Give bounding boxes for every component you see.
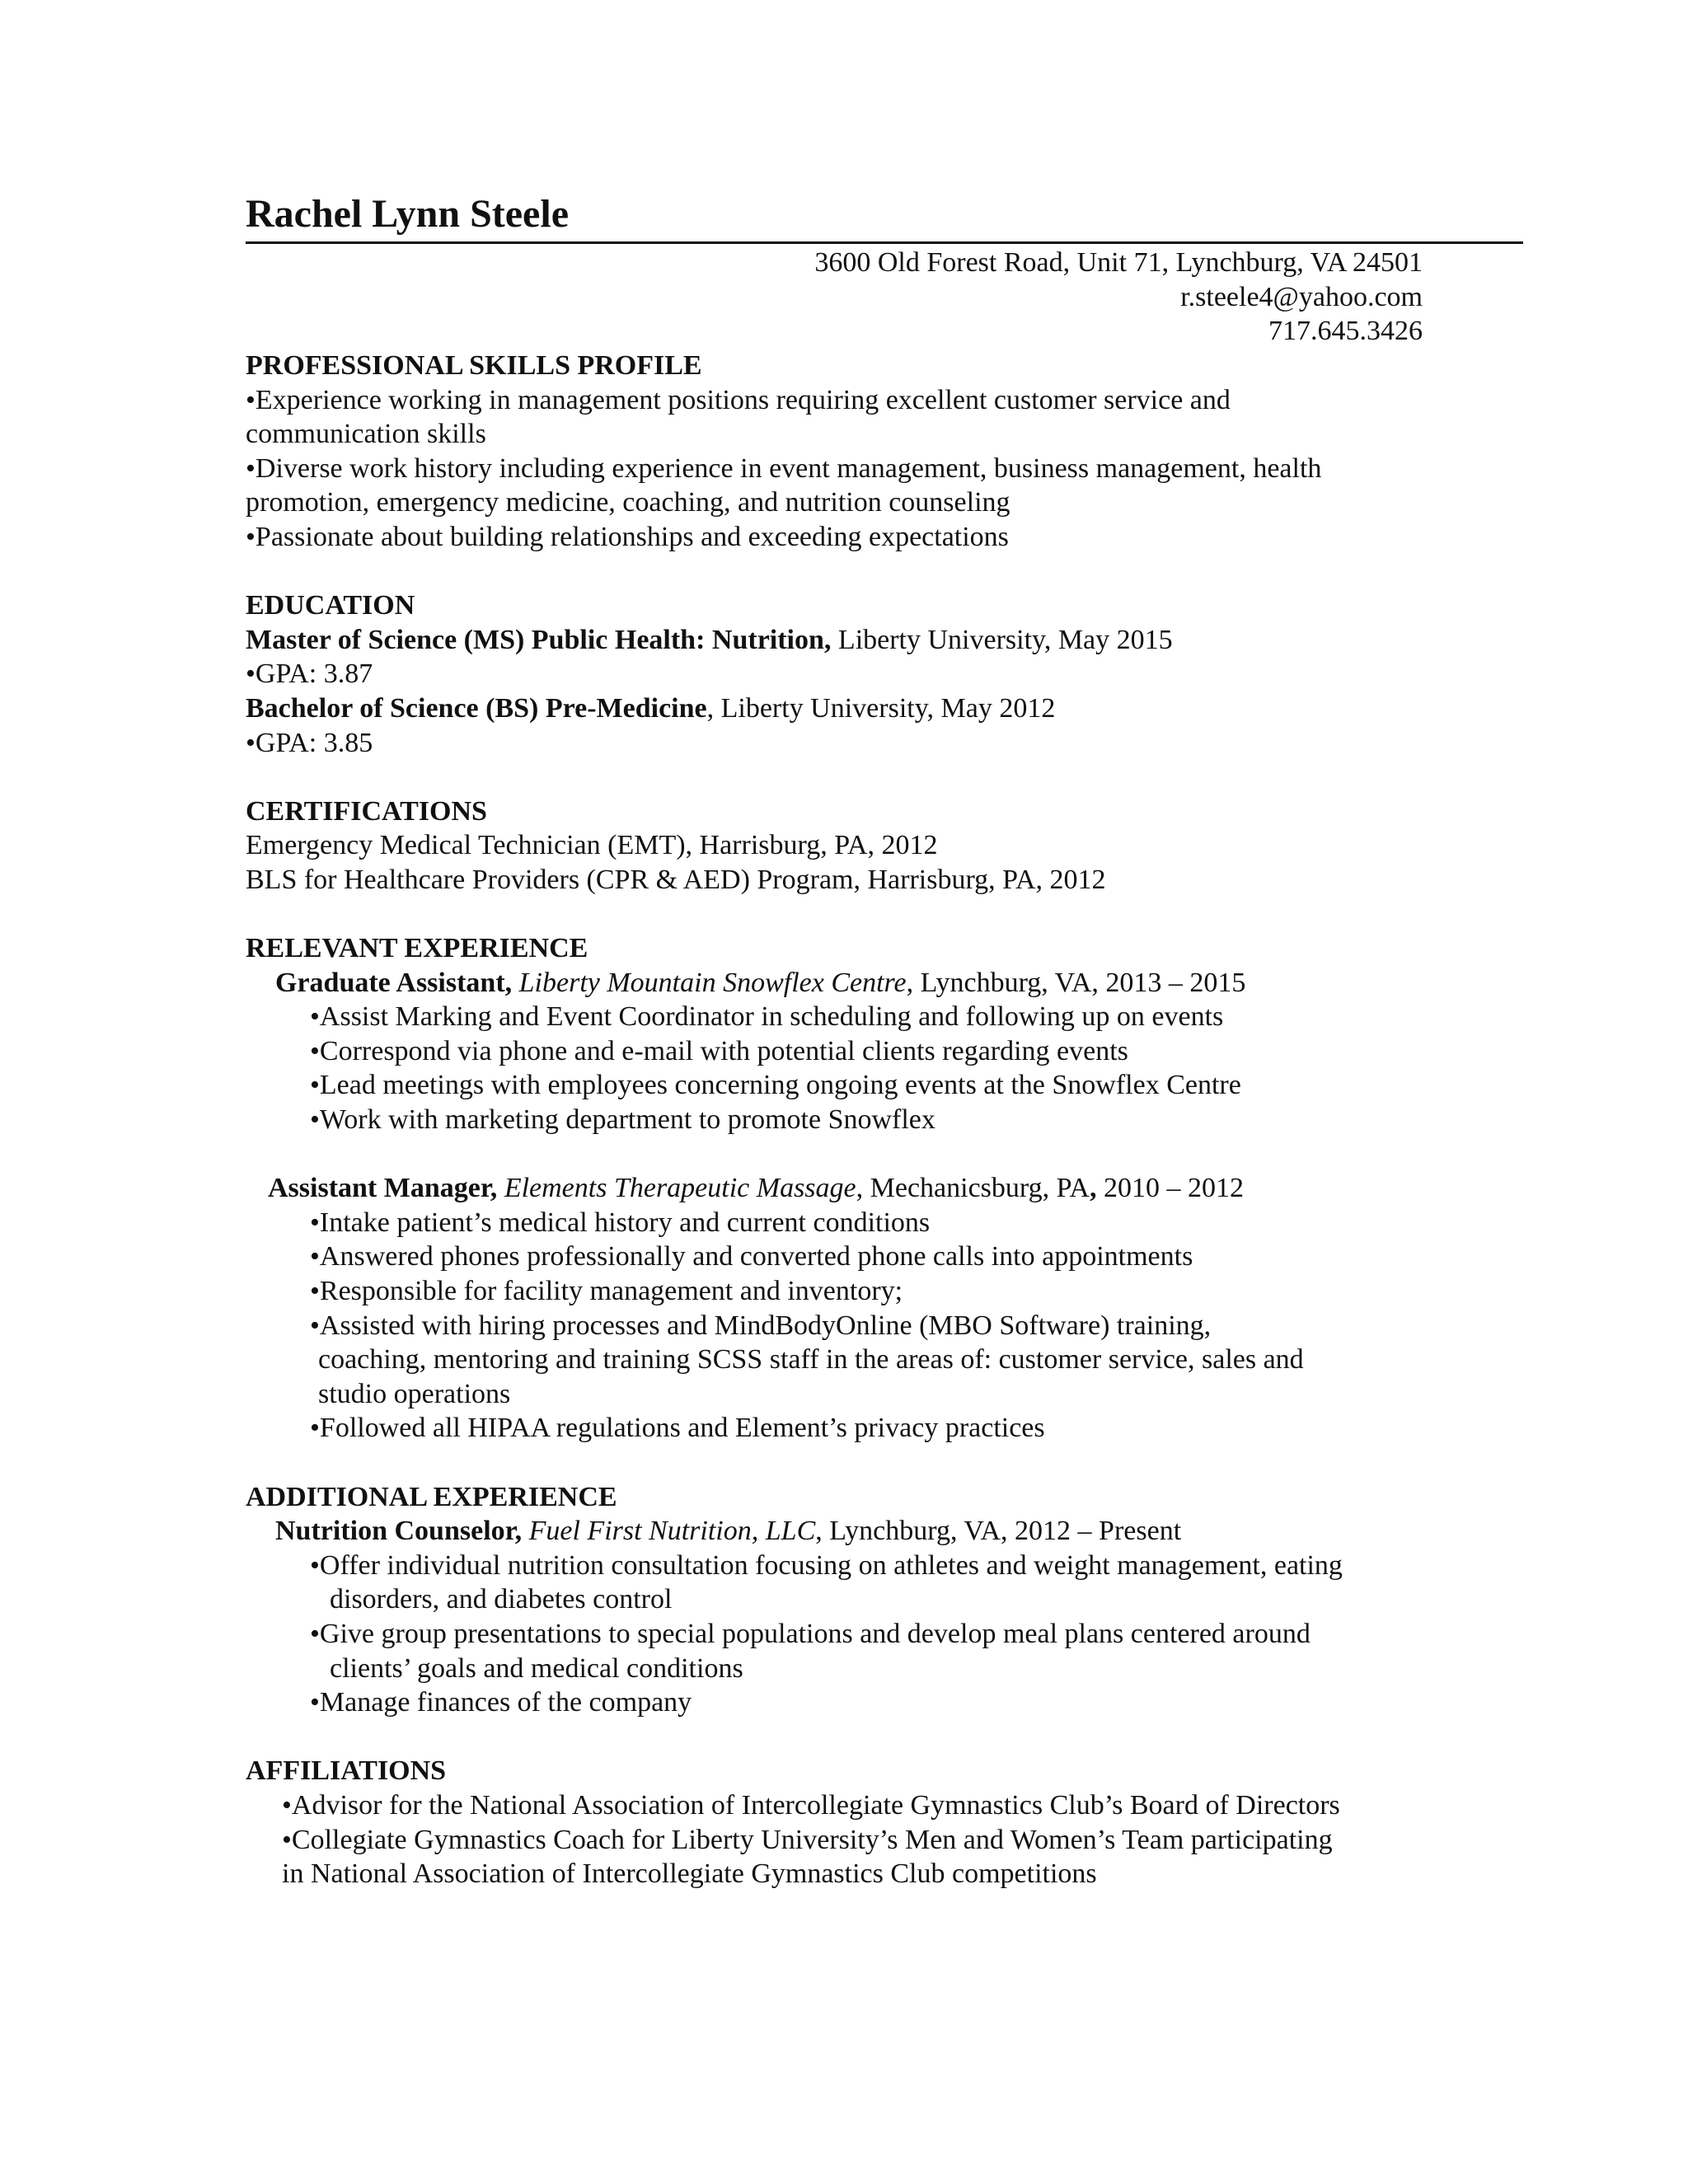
job-bullet: • Answered phones professionally and converted phone calls into appointments — [246, 1240, 1457, 1274]
job-organization: Elements Therapeutic Massage — [504, 1173, 856, 1204]
job-details-comma: , — [1089, 1173, 1097, 1204]
section-gap — [246, 898, 1457, 932]
affiliation-bullet: • Advisor for the National Association of Intercollegiate Gymnastics Club’s Board of Directors — [246, 1788, 1457, 1823]
degree-details: , Liberty University, May 2012 — [706, 692, 1056, 724]
header-rule — [246, 241, 1523, 244]
job-title: Assistant Manager, — [268, 1173, 498, 1204]
job-bullet: • Responsible for facility management and inventory; — [246, 1274, 1457, 1309]
job-bullet: • Give group presentations to special populations and develop meal plans centered around — [246, 1617, 1457, 1652]
address-line: 3600 Old Forest Road, Unit 71, Lynchburg, VA 24501 — [814, 247, 1423, 278]
job-bullet-continuation: coaching, mentoring and training SCSS staff in the areas of: customer service, sales and — [318, 1344, 1304, 1376]
education-gpa: • GPA: 3.85 — [246, 726, 1457, 761]
job-heading-nutrition-counselor — [246, 1514, 1457, 1549]
job-bullet: • Correspond via phone and e-mail with potential clients regarding events — [246, 1034, 1457, 1069]
section-gap — [246, 760, 1457, 794]
job-details: , Lynchburg, VA, 2012 – Present — [815, 1516, 1182, 1547]
degree-title: Bachelor of Science (BS) Pre-Medicine — [246, 692, 707, 724]
job-title: Graduate Assistant, — [275, 967, 513, 998]
certification-item: BLS for Healthcare Providers (CPR & AED) Program, Harrisburg, PA, 2012 — [246, 864, 1106, 895]
resume-body — [246, 349, 1457, 1891]
job-bullet: • Offer individual nutrition consultation focusing on athletes and weight management, eating — [246, 1549, 1457, 1583]
job-details: , Lynchburg, VA, 2013 – 2015 — [906, 967, 1246, 998]
job-organization: Fuel First Nutrition, LLC — [528, 1516, 816, 1547]
degree-title: Master of Science (MS) Public Health: Nutrition, — [246, 624, 832, 655]
affiliation-bullet: • Collegiate Gymnastics Coach for Liberty University’s Men and Women’s Team participating — [246, 1823, 1457, 1858]
job-dates: 2010 – 2012 — [1096, 1173, 1244, 1204]
section-heading-additional-experience: ADDITIONAL EXPERIENCE — [246, 1481, 617, 1512]
degree-details: Liberty University, May 2015 — [831, 624, 1173, 655]
job-bullet: • Lead meetings with employees concerning ongoing events at the Snowflex Centre — [246, 1068, 1457, 1103]
applicant-name: Rachel Lynn Steele — [246, 192, 569, 236]
job-bullet: • Manage finances of the company — [246, 1685, 1457, 1720]
job-bullet: • Assisted with hiring processes and MindBodyOnline (MBO Software) training, — [246, 1309, 1457, 1343]
education-gpa: • GPA: 3.87 — [246, 657, 1457, 691]
profile-bullet: • Diverse work history including experience in event management, business management, health — [246, 452, 1457, 486]
job-heading-graduate-assistant — [246, 966, 1457, 1001]
email-line: r.steele4@yahoo.com — [1180, 281, 1423, 312]
job-heading-assistant-manager — [246, 1171, 1457, 1206]
job-bullet: • Assist Marking and Event Coordinator in scheduling and following up on events — [246, 1000, 1457, 1034]
affiliation-bullet-continuation: in National Association of Intercollegiate Gymnastics Club competitions — [282, 1858, 1097, 1890]
profile-bullet-continuation: communication skills — [246, 419, 486, 450]
section-heading-certifications: CERTIFICATIONS — [246, 795, 487, 827]
job-details: , Mechanicsburg, PA — [856, 1173, 1090, 1204]
job-bullet-continuation: disorders, and diabetes control — [330, 1584, 673, 1615]
job-bullet: • Followed all HIPAA regulations and Element’s privacy practices — [246, 1411, 1457, 1446]
section-gap — [246, 1446, 1457, 1480]
job-bullet: • Intake patient’s medical history and current conditions — [246, 1206, 1457, 1240]
section-heading-relevant-experience: RELEVANT EXPERIENCE — [246, 933, 588, 964]
profile-bullet: • Passionate about building relationships and exceeding expectations — [246, 520, 1457, 555]
section-heading-profile: PROFESSIONAL SKILLS PROFILE — [246, 350, 702, 381]
section-gap — [246, 555, 1457, 589]
section-heading-education: EDUCATION — [246, 590, 415, 621]
job-organization: Liberty Mountain Snowflex Centre — [518, 967, 907, 998]
job-bullet-continuation: studio operations — [318, 1378, 511, 1409]
entry-gap — [246, 1137, 1457, 1172]
job-title: Nutrition Counselor, — [275, 1516, 523, 1547]
phone-line: 717.645.3426 — [1268, 316, 1423, 347]
education-entry-bs — [246, 691, 1457, 726]
education-entry-ms — [246, 623, 1457, 658]
certification-item: Emergency Medical Technician (EMT), Harrisburg, PA, 2012 — [246, 830, 938, 861]
contact-block — [246, 246, 1423, 349]
profile-bullet: • Experience working in management positions requiring excellent customer service and — [246, 383, 1457, 418]
job-bullet: • Work with marketing department to promote Snowflex — [246, 1103, 1457, 1137]
profile-bullet-continuation: promotion, emergency medicine, coaching, and nutrition counseling — [246, 487, 1010, 518]
job-bullet-continuation: clients’ goals and medical conditions — [330, 1652, 743, 1684]
section-gap — [246, 1720, 1457, 1755]
section-heading-affiliations: AFFILIATIONS — [246, 1755, 447, 1787]
